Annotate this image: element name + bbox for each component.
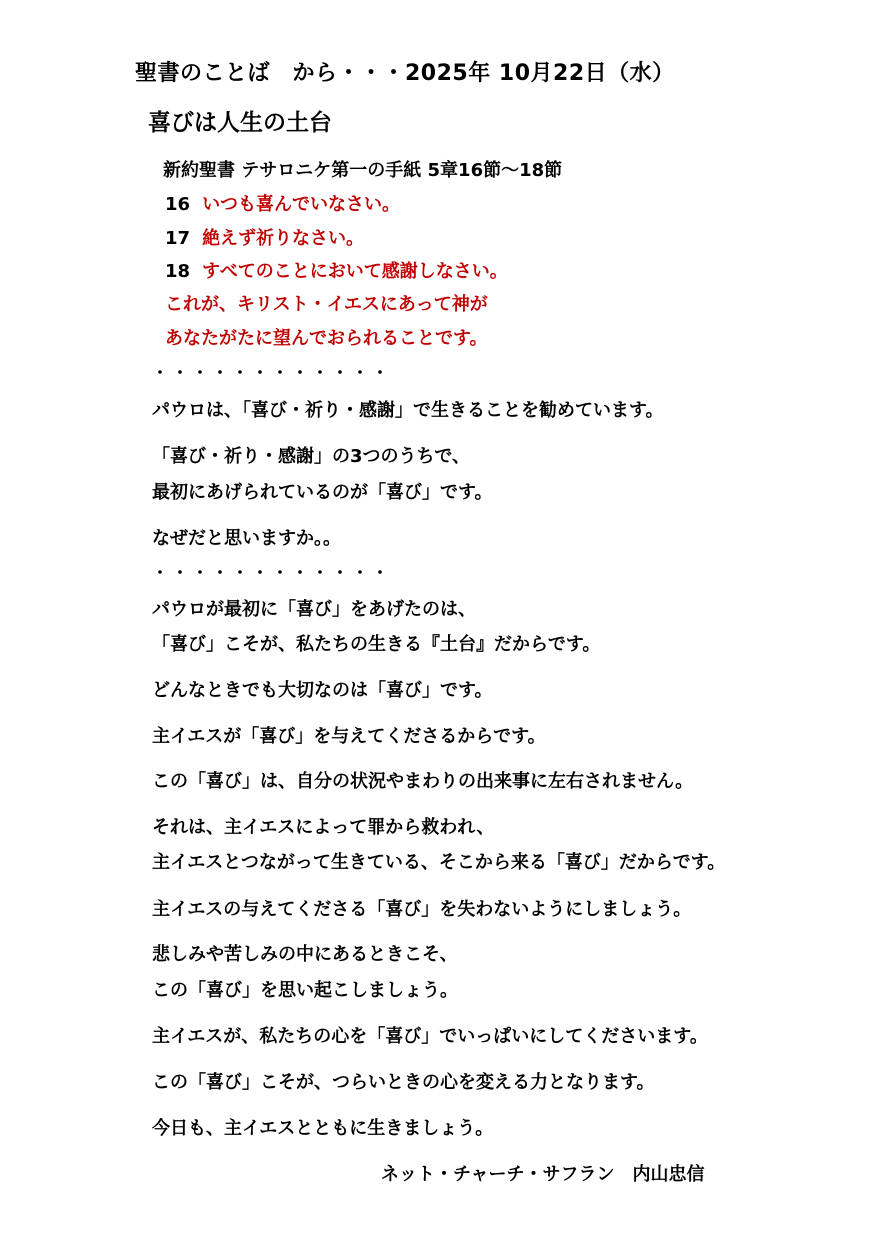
verse-16 [165,190,400,216]
body-line: 主イエスとつながって生きている、そこから来る「喜び」だからです。 [152,852,726,873]
body-line: パウロは、「喜び・祈り・感謝」で生きることを勧めています。 [152,400,664,421]
body-line: この「喜び」を思い起こしましょう。 [152,980,458,1001]
verse-text: 絶えず祈りなさい。 [202,228,365,249]
body-line: パウロが最初に「喜び」をあげたのは、 [152,599,476,620]
verse-continuation: あなたがたに望んでおられることです。 [165,328,488,349]
body-line: この「喜び」は、自分の状況やまわりの出来事に左右されません。 [152,771,694,792]
verse-text: いつも喜んでいなさい。 [202,194,401,215]
body-line: 主イエスが、私たちの心を「喜び」でいっぱいにしてくださいます。 [152,1026,708,1047]
separator: ・・・・・・・・・・・・ [152,363,393,382]
body-line: 悲しみや苦しみの中にあるときこそ、 [152,944,458,965]
verse-number: 16 [165,194,191,215]
body-line: 主イエスの与えてくださる「喜び」を失わないようにしましょう。 [152,899,692,920]
verse-18 [165,257,508,283]
verse-number: 17 [165,228,191,249]
separator: ・・・・・・・・・・・・ [152,563,393,582]
verse-number: 18 [165,261,191,282]
scripture-reference: 新約聖書 テサロニケ第一の手紙 5章16節～18節 [163,160,563,181]
body-line: この「喜び」こそが、つらいときの心を変える力となります。 [152,1072,655,1093]
body-line: 今日も、主イエスとともに生きましょう。 [152,1118,494,1139]
verse-continuation: これが、キリスト・イエスにあって神が [165,294,488,315]
verse-text: すべてのことにおいて感謝しなさい。 [202,261,508,282]
body-line: 主イエスが「喜び」を与えてくださるからです。 [152,726,546,747]
body-line: それは、主イエスによって罪から救われ、 [152,817,495,838]
sermon-title: 喜びは人生の土台 [148,110,332,136]
signature: ネット・チャーチ・サフラン 内山忠信 [381,1164,705,1185]
body-line: 「喜び」こそが、私たちの生きる『土台』だからです。 [152,634,601,655]
page-title: 聖書のことば から・・・2025年 10月22日（水） [135,61,675,86]
body-line: どんなときでも大切なのは「喜び」です。 [152,680,493,701]
body-line: 「喜び・祈り・感謝」の3つのうちで、 [152,446,470,467]
body-line: なぜだと思いますか。。 [152,528,341,549]
body-line: 最初にあげられているのが「喜び」です。 [152,482,493,503]
verse-17 [165,224,364,250]
